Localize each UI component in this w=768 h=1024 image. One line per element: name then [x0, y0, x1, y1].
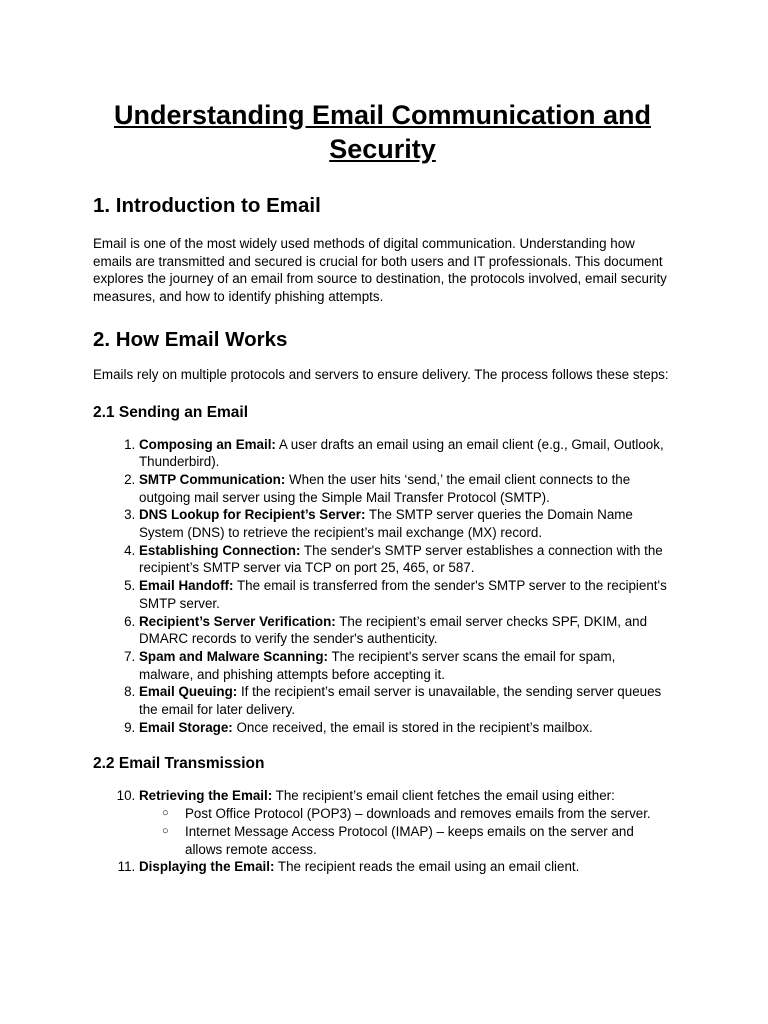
list-item-text: The email is transferred from the sender's SMTP server to the recipient's SMTP server. — [139, 578, 667, 611]
list-item — [139, 858, 672, 876]
transmission-steps-list — [93, 787, 672, 876]
list-item-text: When the user hits ‘send,’ the email client connects to the outgoing mail server using the Simple Mail Transfer Protocol (SMTP). — [139, 471, 631, 505]
list-subitem-imap: ○ Internet Message Access Protocol (IMAP) – keeps emails on the server and allows remote access. — [185, 823, 672, 858]
list-item — [139, 471, 672, 506]
section-heading-introduction: 1. Introduction to Email — [93, 194, 321, 217]
list-item-term: Retrieving the Email: — [139, 788, 273, 804]
introduction-paragraph: Email is one of the most widely used methods of digital communication. Understanding how emails are transmitted and secured is crucial for both users and IT professionals. This document explores the journey of an email from source to destination, the protocols involved, email security measures, and how to identify phishing attempts. — [93, 236, 667, 305]
list-item-text: The SMTP server queries the Domain Name System (DNS) to retrieve the recipient’s mail exchange (MX) record. — [139, 507, 633, 541]
list-item-text: The recipient's server scans the email for spam, malware, and phishing attempts before accepting it. — [139, 648, 616, 682]
list-item-term: Recipient’s Server Verification: — [139, 613, 336, 629]
list-item-text: The recipient’s email server checks SPF, DKIM, and DMARC records to verify the sender's authenticity. — [139, 613, 648, 647]
list-item-term: Composing an Email: — [139, 436, 276, 452]
list-item-text: If the recipient’s email server is unavailable, the sending server queues the email for later delivery. — [139, 684, 662, 718]
list-item — [139, 719, 672, 737]
sending-steps-list — [93, 436, 672, 737]
list-item — [139, 613, 672, 648]
list-item — [139, 648, 672, 683]
list-item-term: Email Handoff: — [139, 578, 234, 594]
subsection-heading-transmission: 2.2 Email Transmission — [93, 755, 265, 773]
list-item-term: Email Storage: — [139, 719, 233, 735]
list-item — [139, 542, 672, 577]
list-item-term: Email Queuing: — [139, 684, 238, 700]
list-item-term: Establishing Connection: — [139, 542, 301, 558]
list-item-term: SMTP Communication: — [139, 471, 286, 487]
list-subitem-pop3: ○ Post Office Protocol (POP3) – downloads and removes emails from the server. — [185, 805, 672, 823]
list-item-text: The recipient reads the email using an email client. — [274, 859, 580, 875]
list-item — [139, 787, 672, 858]
list-item-term: Spam and Malware Scanning: — [139, 648, 328, 664]
list-item — [139, 683, 672, 718]
list-item — [139, 436, 672, 471]
how-email-works-paragraph: Emails rely on multiple protocols and servers to ensure delivery. The process follows these steps: — [93, 366, 669, 382]
protocol-options-list — [139, 805, 672, 858]
list-item-text: A user drafts an email using an email client (e.g., Gmail, Outlook, Thunderbird). — [139, 436, 664, 470]
section-heading-how-email-works: 2. How Email Works — [93, 327, 288, 351]
list-item — [139, 577, 672, 612]
list-item-term: Displaying the Email: — [139, 859, 275, 875]
list-item-text: The recipient’s email client fetches the email using either: — [272, 788, 615, 804]
list-item-term: DNS Lookup for Recipient’s Server: — [139, 507, 366, 523]
subsection-heading-sending: 2.1 Sending an Email — [93, 403, 249, 421]
document-title: Understanding Email Communication and Security — [113, 100, 652, 164]
list-item-text: The sender's SMTP server establishes a connection with the recipient’s SMTP server via TCP on port 25, 465, or 587. — [139, 542, 663, 576]
list-item-text: Once received, the email is stored in the recipient’s mailbox. — [232, 719, 593, 735]
list-item — [139, 506, 672, 541]
